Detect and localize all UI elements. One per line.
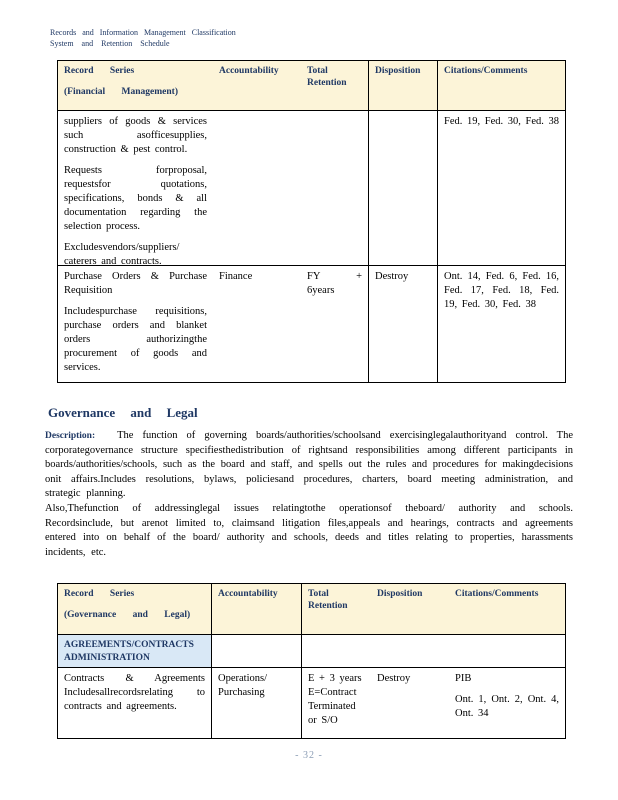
running-header-line1: Records and Information Management Classification bbox=[50, 28, 236, 37]
retention-line: E + 3 years bbox=[308, 673, 362, 684]
accountability-cell bbox=[213, 111, 301, 266]
empty-cell bbox=[211, 635, 301, 668]
record-series-cell bbox=[58, 266, 213, 382]
record-series-cell bbox=[58, 111, 213, 266]
citations-header-cell: Citations/Comments bbox=[437, 61, 565, 111]
financial-management-table bbox=[57, 60, 566, 383]
record-series-cell: Contracts & Agreements Includesallrecordsrelating to contracts and agreements. bbox=[64, 673, 205, 712]
accountability-header-cell: Accountability bbox=[213, 61, 301, 111]
record-series-paragraph: suppliers of goods & services such asofficesupplies, construction & pest control. bbox=[64, 116, 207, 155]
total-retention-cell bbox=[301, 111, 368, 266]
empty-cell bbox=[371, 635, 449, 668]
running-header-line2: System and Retention Schedule bbox=[50, 39, 170, 48]
total-retention-header-cell: Total Retention bbox=[301, 584, 371, 635]
citations-line: PIB bbox=[455, 673, 472, 684]
governance-legal-table bbox=[57, 583, 566, 739]
table-row bbox=[58, 668, 565, 738]
section-title: Governance and Legal bbox=[48, 405, 198, 420]
description-label: Description: bbox=[45, 431, 96, 441]
disposition-cell: Destroy bbox=[377, 673, 411, 684]
retention-line: or S/O bbox=[308, 715, 338, 726]
total-retention-header-cell: Total Retention bbox=[301, 61, 368, 111]
citations-cell: Fed. 19, Fed. 30, Fed. 38 bbox=[437, 111, 565, 266]
retention-line: Terminated bbox=[308, 701, 356, 712]
record-series-header-sublabel: (Governance and Legal) bbox=[64, 610, 191, 620]
accountability-cell: Finance bbox=[219, 271, 253, 282]
page-number: - 32 - bbox=[295, 750, 323, 761]
record-series-paragraph: Excludesvendors/suppliers/ caterers and contracts. bbox=[64, 242, 180, 266]
table-header-row bbox=[58, 61, 565, 111]
record-series-header-sublabel: (Financial Management) bbox=[64, 87, 179, 97]
accountability-line: Purchasing bbox=[218, 687, 265, 698]
category-subheader-cell: AGREEMENTS/CONTRACTS ADMINISTRATION bbox=[58, 635, 211, 668]
record-series-paragraph: Requests forproposal, requestsfor quotations, specifications, bonds & all documentation regarding the selection process. bbox=[64, 165, 207, 232]
total-retention-cell bbox=[301, 668, 371, 738]
empty-cell bbox=[301, 635, 371, 668]
citations-line: Ont. 1, Ont. 2, Ont. 4, Ont. 34 bbox=[455, 694, 559, 719]
disposition-cell bbox=[368, 111, 437, 266]
section-description bbox=[45, 429, 573, 560]
retention-line: E=Contract bbox=[308, 687, 357, 698]
disposition-header-cell: Disposition bbox=[371, 584, 449, 635]
record-series-paragraph: Purchase Orders & Purchase Requisition bbox=[64, 271, 207, 296]
description-text-1: The function of governing boards/authorities/schoolsand exercisinglegalauthorityand control. The corporategovernance structure specifiesthedistribution of rightsand responsibilities among different participants in boards/authorities/schools, such as the board and staff, and spells out the rules and procedures for makingdecisions onit affairs.Includes resolutions, bylaws, policiesand procedures, charters, board meeting administration, and strategic planning. bbox=[45, 430, 573, 500]
total-retention-cell: FY + 6years bbox=[307, 271, 362, 296]
accountability-header-cell: Accountability bbox=[211, 584, 301, 635]
record-series-header-label: Record Series bbox=[64, 66, 135, 76]
document-running-header bbox=[50, 27, 265, 49]
description-paragraph-2: Also,Thefunction of addressinglegal issues relatingtothe operationsof theboard/ authority and schools. Recordsinclude, but arenot limited to, claimsand litigation files,appeals and hearings, contracts and agreements entered into on behalf of the board/ authority and schools, deeds and titles relating to properties, harassments incidents, etc. bbox=[45, 502, 573, 558]
table-row bbox=[58, 266, 565, 382]
citations-header-cell: Citations/Comments bbox=[449, 584, 565, 635]
description-paragraph-1 bbox=[45, 429, 573, 502]
record-series-header-cell bbox=[58, 584, 211, 635]
record-series-header-cell bbox=[58, 61, 213, 111]
citations-cell: Ont. 14, Fed. 6, Fed. 16, Fed. 17, Fed. 18, Fed. 19, Fed. 30, Fed. 38 bbox=[437, 266, 565, 382]
table-header-row bbox=[58, 584, 565, 635]
accountability-cell bbox=[211, 668, 301, 738]
disposition-cell: Destroy bbox=[368, 266, 437, 382]
category-subheader-row bbox=[58, 635, 565, 668]
record-series-paragraph: Includespurchase requisitions, purchase orders and blanket orders authorizingthe procurement of goods and services. bbox=[64, 306, 207, 373]
disposition-header-cell: Disposition bbox=[368, 61, 437, 111]
empty-cell bbox=[449, 635, 565, 668]
table-row bbox=[58, 111, 565, 266]
citations-cell bbox=[449, 668, 565, 738]
record-series-header-label: Record Series bbox=[64, 589, 135, 599]
accountability-line: Operations/ bbox=[218, 673, 267, 684]
